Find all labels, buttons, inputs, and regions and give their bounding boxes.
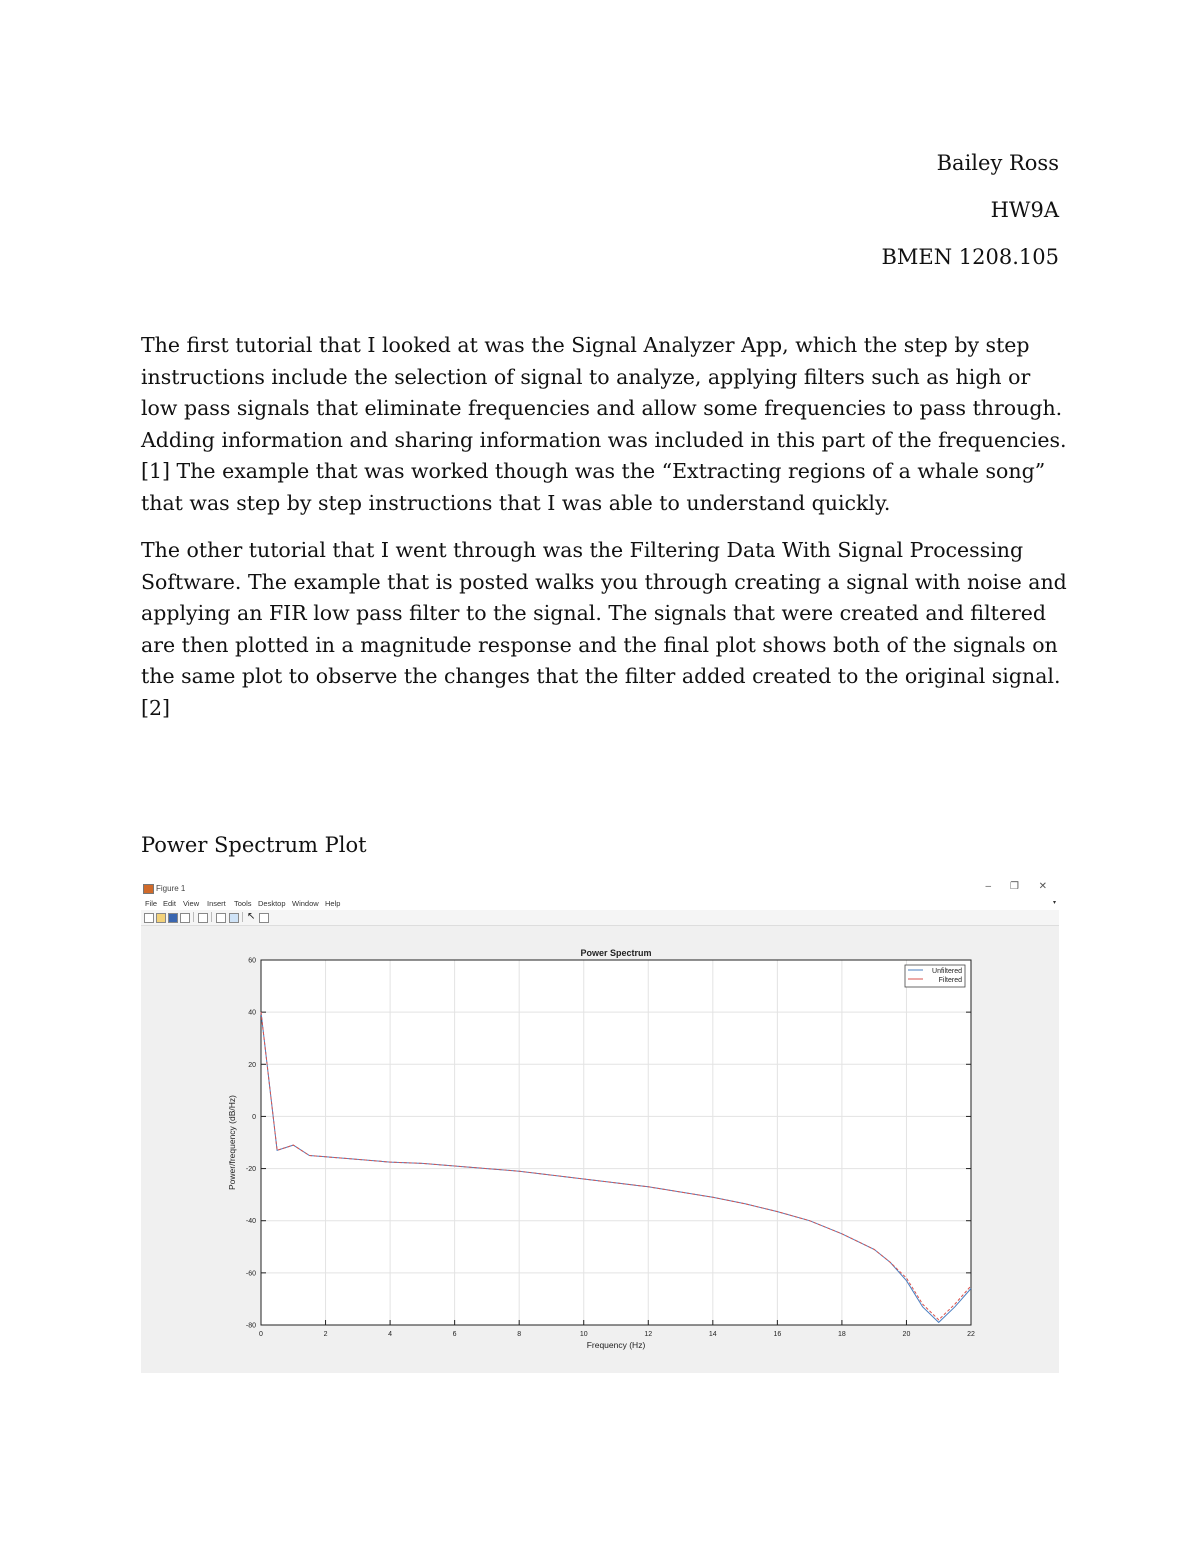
figure-caption: Power Spectrum Plot <box>141 833 367 857</box>
menu-file[interactable]: File <box>145 899 158 908</box>
x-tick-label: 4 <box>388 1331 393 1338</box>
menu-edit[interactable]: Edit <box>163 899 176 908</box>
close-button[interactable]: ✕ <box>1038 881 1047 892</box>
plot-panel <box>141 925 1059 1373</box>
paragraph-filtering-data: The other tutorial that I went through was the Filtering Data With Signal Processing Software. The example that is posted walks you through creating a signal with noise and applying an FIR low pass filter to the signal. The signals that were created and filtered are then plotted in a magnitude response and the final plot shows both of the signals on the same plot to observe the changes that the filter added created to the original signal. [2] <box>141 538 1067 720</box>
y-tick-label: 0 <box>252 1113 256 1121</box>
toolbar-separator <box>211 912 212 922</box>
matlab-figure-window <box>141 878 1059 1373</box>
save-icon[interactable] <box>168 913 178 923</box>
chart-title: Power Spectrum <box>580 948 652 958</box>
menu-tools[interactable]: Tools <box>234 899 252 908</box>
legend-entry-filtered: Filtered <box>938 977 962 984</box>
minimize-button[interactable]: – <box>985 881 991 892</box>
x-tick-label: 8 <box>517 1331 522 1338</box>
y-tick-label: 60 <box>248 957 256 965</box>
window-title: Figure 1 <box>156 884 186 893</box>
legend[interactable] <box>905 965 965 987</box>
window-titlebar <box>141 878 1059 898</box>
y-axis-label: Power/frequency (dB/Hz) <box>227 1095 237 1190</box>
x-tick-label: 6 <box>452 1331 457 1338</box>
author-name: Bailey Ross <box>936 151 1059 175</box>
insert-colorbar-icon[interactable] <box>216 913 226 923</box>
new-file-icon[interactable] <box>144 913 154 923</box>
y-tick-label: -80 <box>245 1322 256 1330</box>
x-tick-label: 20 <box>902 1331 911 1338</box>
maximize-button[interactable]: ❐ <box>1010 881 1019 892</box>
menu-view[interactable]: View <box>183 899 200 908</box>
dock-arrow-icon[interactable]: ▾ <box>1052 900 1056 906</box>
x-tick-label: 10 <box>579 1331 588 1338</box>
toolbar-separator <box>242 912 243 922</box>
open-folder-icon[interactable] <box>156 913 166 923</box>
menu-help[interactable]: Help <box>325 899 341 908</box>
y-tick-label: -40 <box>245 1218 256 1226</box>
menu-window[interactable]: Window <box>292 899 319 908</box>
assignment-id: HW9A <box>990 198 1059 222</box>
grid-layer <box>261 960 971 1325</box>
plot-background <box>261 960 971 1325</box>
link-plot-icon[interactable] <box>198 913 208 923</box>
x-axis-label: Frequency (Hz) <box>586 1340 646 1350</box>
menu-bar <box>141 898 1059 910</box>
paragraph-signal-analyzer: The first tutorial that I looked at was the Signal Analyzer App, which the step by step instructions include the selection of signal to analyze, applying filters such as high or low pass signals that eliminate frequencies and allow some frequencies to pass through. Adding information and sharing information was included in this part of the frequencies. [1] The example that was worked though was the “Extracting regions of a whale song” that was step by step instructions that I was able to understand quickly. <box>141 333 1067 515</box>
y-tick-label: 40 <box>248 1009 256 1017</box>
x-tick-label: 22 <box>967 1331 975 1338</box>
x-tick-label: 16 <box>773 1331 782 1338</box>
x-tick-label: 14 <box>708 1331 717 1338</box>
x-tick-label: 12 <box>644 1331 653 1338</box>
y-tick-label: -20 <box>245 1166 256 1174</box>
x-tick-label: 18 <box>838 1331 846 1338</box>
power-spectrum-chart <box>141 925 1059 1373</box>
print-icon[interactable] <box>180 913 190 923</box>
x-tick-label: 0 <box>259 1331 263 1338</box>
menu-insert[interactable]: Insert <box>207 899 226 908</box>
matlab-figure-icon <box>143 884 154 894</box>
insert-legend-icon[interactable] <box>229 913 239 923</box>
y-tick-label: -60 <box>245 1270 256 1278</box>
course-id: BMEN 1208.105 <box>881 245 1059 269</box>
header-block <box>881 140 1059 281</box>
figure-toolbar <box>141 910 1059 926</box>
zoom-box-icon[interactable] <box>259 913 269 923</box>
legend-entry-unfiltered: Unfiltered <box>932 968 962 975</box>
pointer-icon[interactable]: ↖ <box>247 911 256 922</box>
y-tick-label: 20 <box>248 1061 256 1069</box>
menu-desktop[interactable]: Desktop <box>258 899 286 908</box>
x-tick-label: 2 <box>323 1331 328 1338</box>
toolbar-separator <box>193 912 194 922</box>
